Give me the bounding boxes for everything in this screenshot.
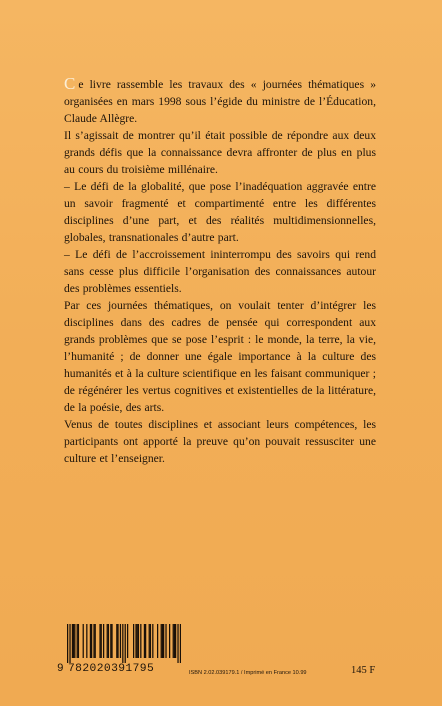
barcode-bar <box>138 624 139 658</box>
barcode-bar <box>108 624 109 658</box>
barcode-bar <box>107 624 108 658</box>
price: 145 F <box>351 665 376 676</box>
barcode-bar <box>140 624 141 658</box>
barcode-first-digit: 9 <box>57 663 64 675</box>
barcode-bar <box>122 624 123 663</box>
blurb-paragraph-5: Par ces journées thématiques, on voulait tenter d’intégrer les disciplines dans des cadres de pensée qui correspondent aux grands problèmes que se pose l’esprit : le monde, la terre, la vie, l’humanité ; de donner une égale importance à la culture des humanités et à la culture scientifique en les faisant communiquer ; de régénérer les vertus cognitives et existentielles de la littérature, de la poésie, des arts. <box>64 299 376 414</box>
barcode-bars <box>67 624 181 663</box>
barcode-bar <box>149 624 150 658</box>
barcode-bar <box>86 624 87 658</box>
barcode-bar <box>120 624 121 658</box>
blurb-paragraph-2: Il s’agissait de montrer qu’il était possible de répondre aux deux grands défis que la connaissance devra affronter de plus en plus au cours du troisième millénaire. <box>64 129 376 176</box>
barcode-bar <box>95 624 96 658</box>
barcode-bar <box>78 624 79 658</box>
barcode-bar <box>125 624 126 663</box>
barcode-bar <box>174 624 175 658</box>
barcode-bar <box>116 624 117 658</box>
barcode-bar <box>83 624 84 658</box>
drop-cap: C <box>64 74 76 93</box>
barcode-bar <box>73 624 74 658</box>
barcode-bar <box>150 624 151 658</box>
blurb-paragraph-3: – Le défi de la globalité, que pose l’inadéquation aggravée entre un savoir fragmenté et compartimenté entre les différentes disciplines d’une part, et des réalités multidimensionnelles, globales, transnationales d’autre part. <box>64 180 376 244</box>
barcode-bar <box>103 624 104 658</box>
barcode <box>57 624 183 676</box>
barcode-digits: 782020391795 <box>68 663 155 675</box>
barcode-bar <box>72 624 73 658</box>
barcode-bar <box>165 624 166 658</box>
blurb-paragraph-1 <box>64 76 376 127</box>
barcode-bar <box>90 624 91 658</box>
barcode-bar <box>135 624 136 658</box>
barcode-bar <box>117 624 118 658</box>
blurb-paragraph-1-text: e livre rassemble les travaux des « journées thématiques » organisées en mars 1998 sous l’égide du ministre de l’Éducation, Claude Allègre. <box>64 78 376 125</box>
barcode-bar <box>74 624 75 658</box>
barcode-bar <box>67 624 68 663</box>
blurb-text <box>64 76 376 467</box>
barcode-bar <box>173 624 174 658</box>
barcode-bar <box>137 624 138 658</box>
barcode-bar <box>133 624 134 658</box>
barcode-bar <box>177 624 178 663</box>
barcode-bar <box>145 624 146 658</box>
barcode-bar <box>169 624 170 658</box>
barcode-bar <box>163 624 164 658</box>
isbn-line: ISBN 2.02.039179.1 / Imprimé en France 10.99 <box>189 670 307 676</box>
barcode-bar <box>101 624 102 658</box>
barcode-bar <box>157 624 158 658</box>
barcode-bar <box>180 624 181 663</box>
barcode-bar <box>175 624 176 658</box>
blurb-paragraph-4: – Le défi de l’accroissement ininterrompu des savoirs qui rend sans cesse plus difficile l’organisation des connaissances autour des problèmes essentiels. <box>64 248 376 295</box>
barcode-bar <box>152 624 153 658</box>
blurb-paragraph-6: Venus de toutes disciplines et associant leurs compétences, les participants ont apporté la preuve qu’on pouvait ressusciter une culture et l’enseigner. <box>64 418 376 465</box>
barcode-bar <box>161 624 162 658</box>
barcode-bar <box>77 624 78 658</box>
barcode-bar <box>93 624 94 658</box>
barcode-bar <box>111 624 112 658</box>
barcode-bar <box>162 624 163 658</box>
barcode-bar <box>99 624 100 658</box>
barcode-bar <box>69 624 70 663</box>
barcode-bar <box>127 624 128 658</box>
barcode-bar <box>110 624 111 658</box>
barcode-bar <box>144 624 145 658</box>
barcode-bar <box>91 624 92 658</box>
